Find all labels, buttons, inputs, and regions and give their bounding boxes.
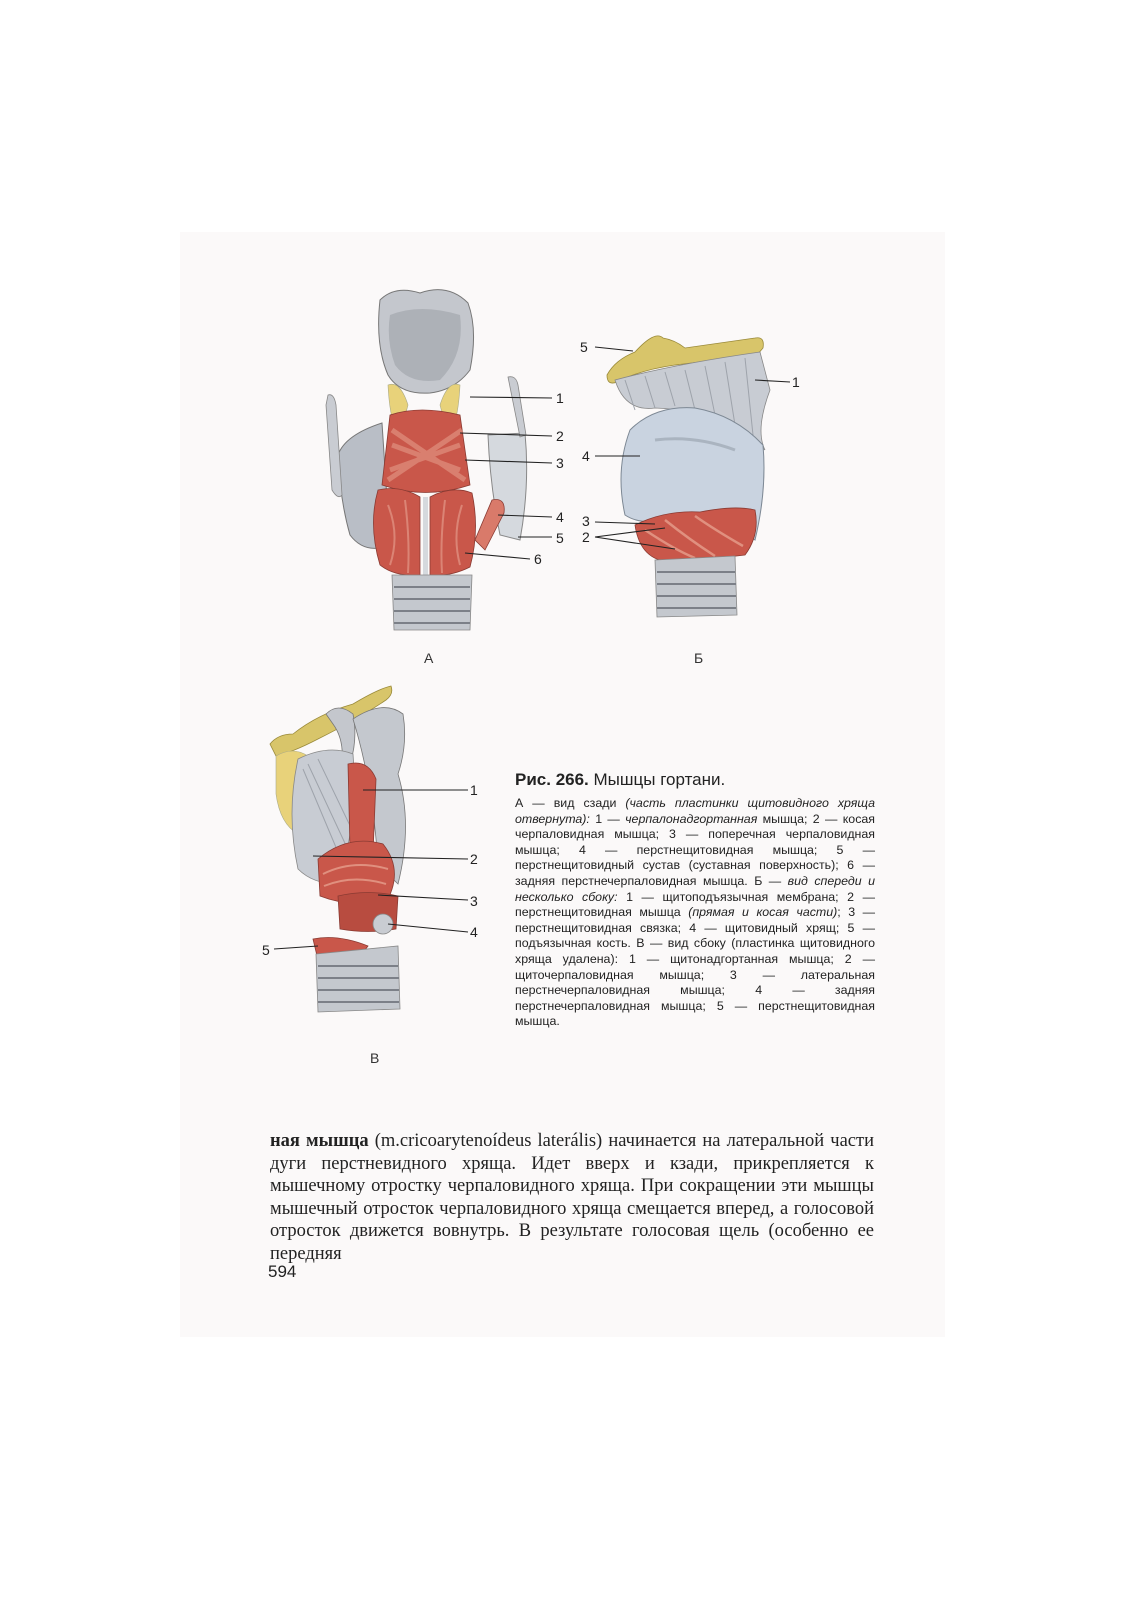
legend-part: (часть пластинки щитовидного хряща отвернута):	[515, 796, 876, 826]
figure-a-illustration	[320, 285, 570, 640]
page-number: 594	[268, 1262, 297, 1281]
figure-caption	[515, 770, 875, 1030]
legend-part: мышца; 2 — косая черпаловидная мышца; 3 — поперечная черпаловидная мышца; 4 — перстнещитовидная мышца; 5 — перстнещитовидный сустав (суставная поверхность); 6 — задняя перстнечерпаловидная мышца. Б —	[515, 811, 875, 888]
figure-a-letter: А	[424, 650, 434, 666]
legend-part: 1 — щитоподъязычная мембрана; 2 — перстнещитовидная мышца	[515, 889, 875, 920]
figure-a-label-2: 2	[556, 428, 564, 444]
figure-b-label-4: 4	[582, 448, 590, 464]
figure-c-label-4: 4	[470, 924, 478, 940]
figure-a-label-4: 4	[556, 509, 564, 525]
body-text: (m.cricoarytenoídeus laterális) начинается на латеральной части дуги перстневидного хряща. Идет вверх и кзади, прикрепляется к мышечному отростку черпаловидного хряща. При сокращении эти мышцы мышечный отросток черпаловидного хряща смещается вперед, а голосовой отросток движется вовнутрь. В результате голосовая щель (особенно ее передняя	[270, 1131, 874, 1264]
caption-title	[515, 770, 875, 790]
trachea	[392, 575, 472, 630]
figure-a-label-5: 5	[556, 530, 564, 546]
figure-c-label-3: 3	[470, 893, 478, 909]
posterior-cricoarytenoid-left	[373, 489, 420, 576]
legend-part: вид спереди и несколько сбоку:	[515, 873, 875, 904]
figure-number: Рис. 266.	[515, 770, 589, 789]
figure-c-letter: В	[370, 1050, 380, 1066]
legend-part: (прямая и косая части)	[688, 905, 838, 920]
figure-c-label-2: 2	[470, 851, 478, 867]
figure-b-label-2: 2	[582, 529, 590, 545]
figure-c-label-5: 5	[262, 942, 270, 958]
figure-b-label-5: 5	[580, 339, 588, 355]
body-paragraph	[270, 1130, 874, 1265]
figure-b-letter: Б	[694, 650, 704, 666]
figure-a-label-3: 3	[556, 455, 564, 471]
legend-part: ; 3 — перстнещитовидная связка; 4 — щитовидный хрящ; 5 — подъязычная кость. В — вид сбоку (пластинка щитовидного хряща удалена): 1 — щитонадгортанная мышца; 2 — щиточерпаловидная мышца; 3 — латеральная перстнечерпаловидная мышца; 4 — задняя перстнечерпаловидная мышца; 5 — перстнещитовидная мышца.	[515, 905, 876, 1029]
legend-part: А — вид сзади	[515, 796, 626, 810]
caption-legend	[515, 796, 875, 1030]
posterior-cricoarytenoid-right	[430, 490, 476, 576]
trachea	[316, 946, 400, 1012]
figure-b-label-1: 1	[792, 374, 800, 390]
figure-title: Мышцы гортани.	[593, 770, 726, 789]
figure-b-illustration	[595, 320, 795, 620]
figure-a-label-6: 6	[534, 551, 542, 567]
legend-part: 1 —	[595, 811, 626, 826]
figure-b-label-3: 3	[582, 513, 590, 529]
figure-a-label-1: 1	[556, 390, 564, 406]
legend-part: черпалонадгортанная	[625, 811, 758, 826]
body-bold-term: ная мышца	[270, 1131, 369, 1151]
figure-c-label-1: 1	[470, 782, 478, 798]
trachea	[655, 556, 737, 617]
figure-c-illustration	[258, 684, 483, 1014]
